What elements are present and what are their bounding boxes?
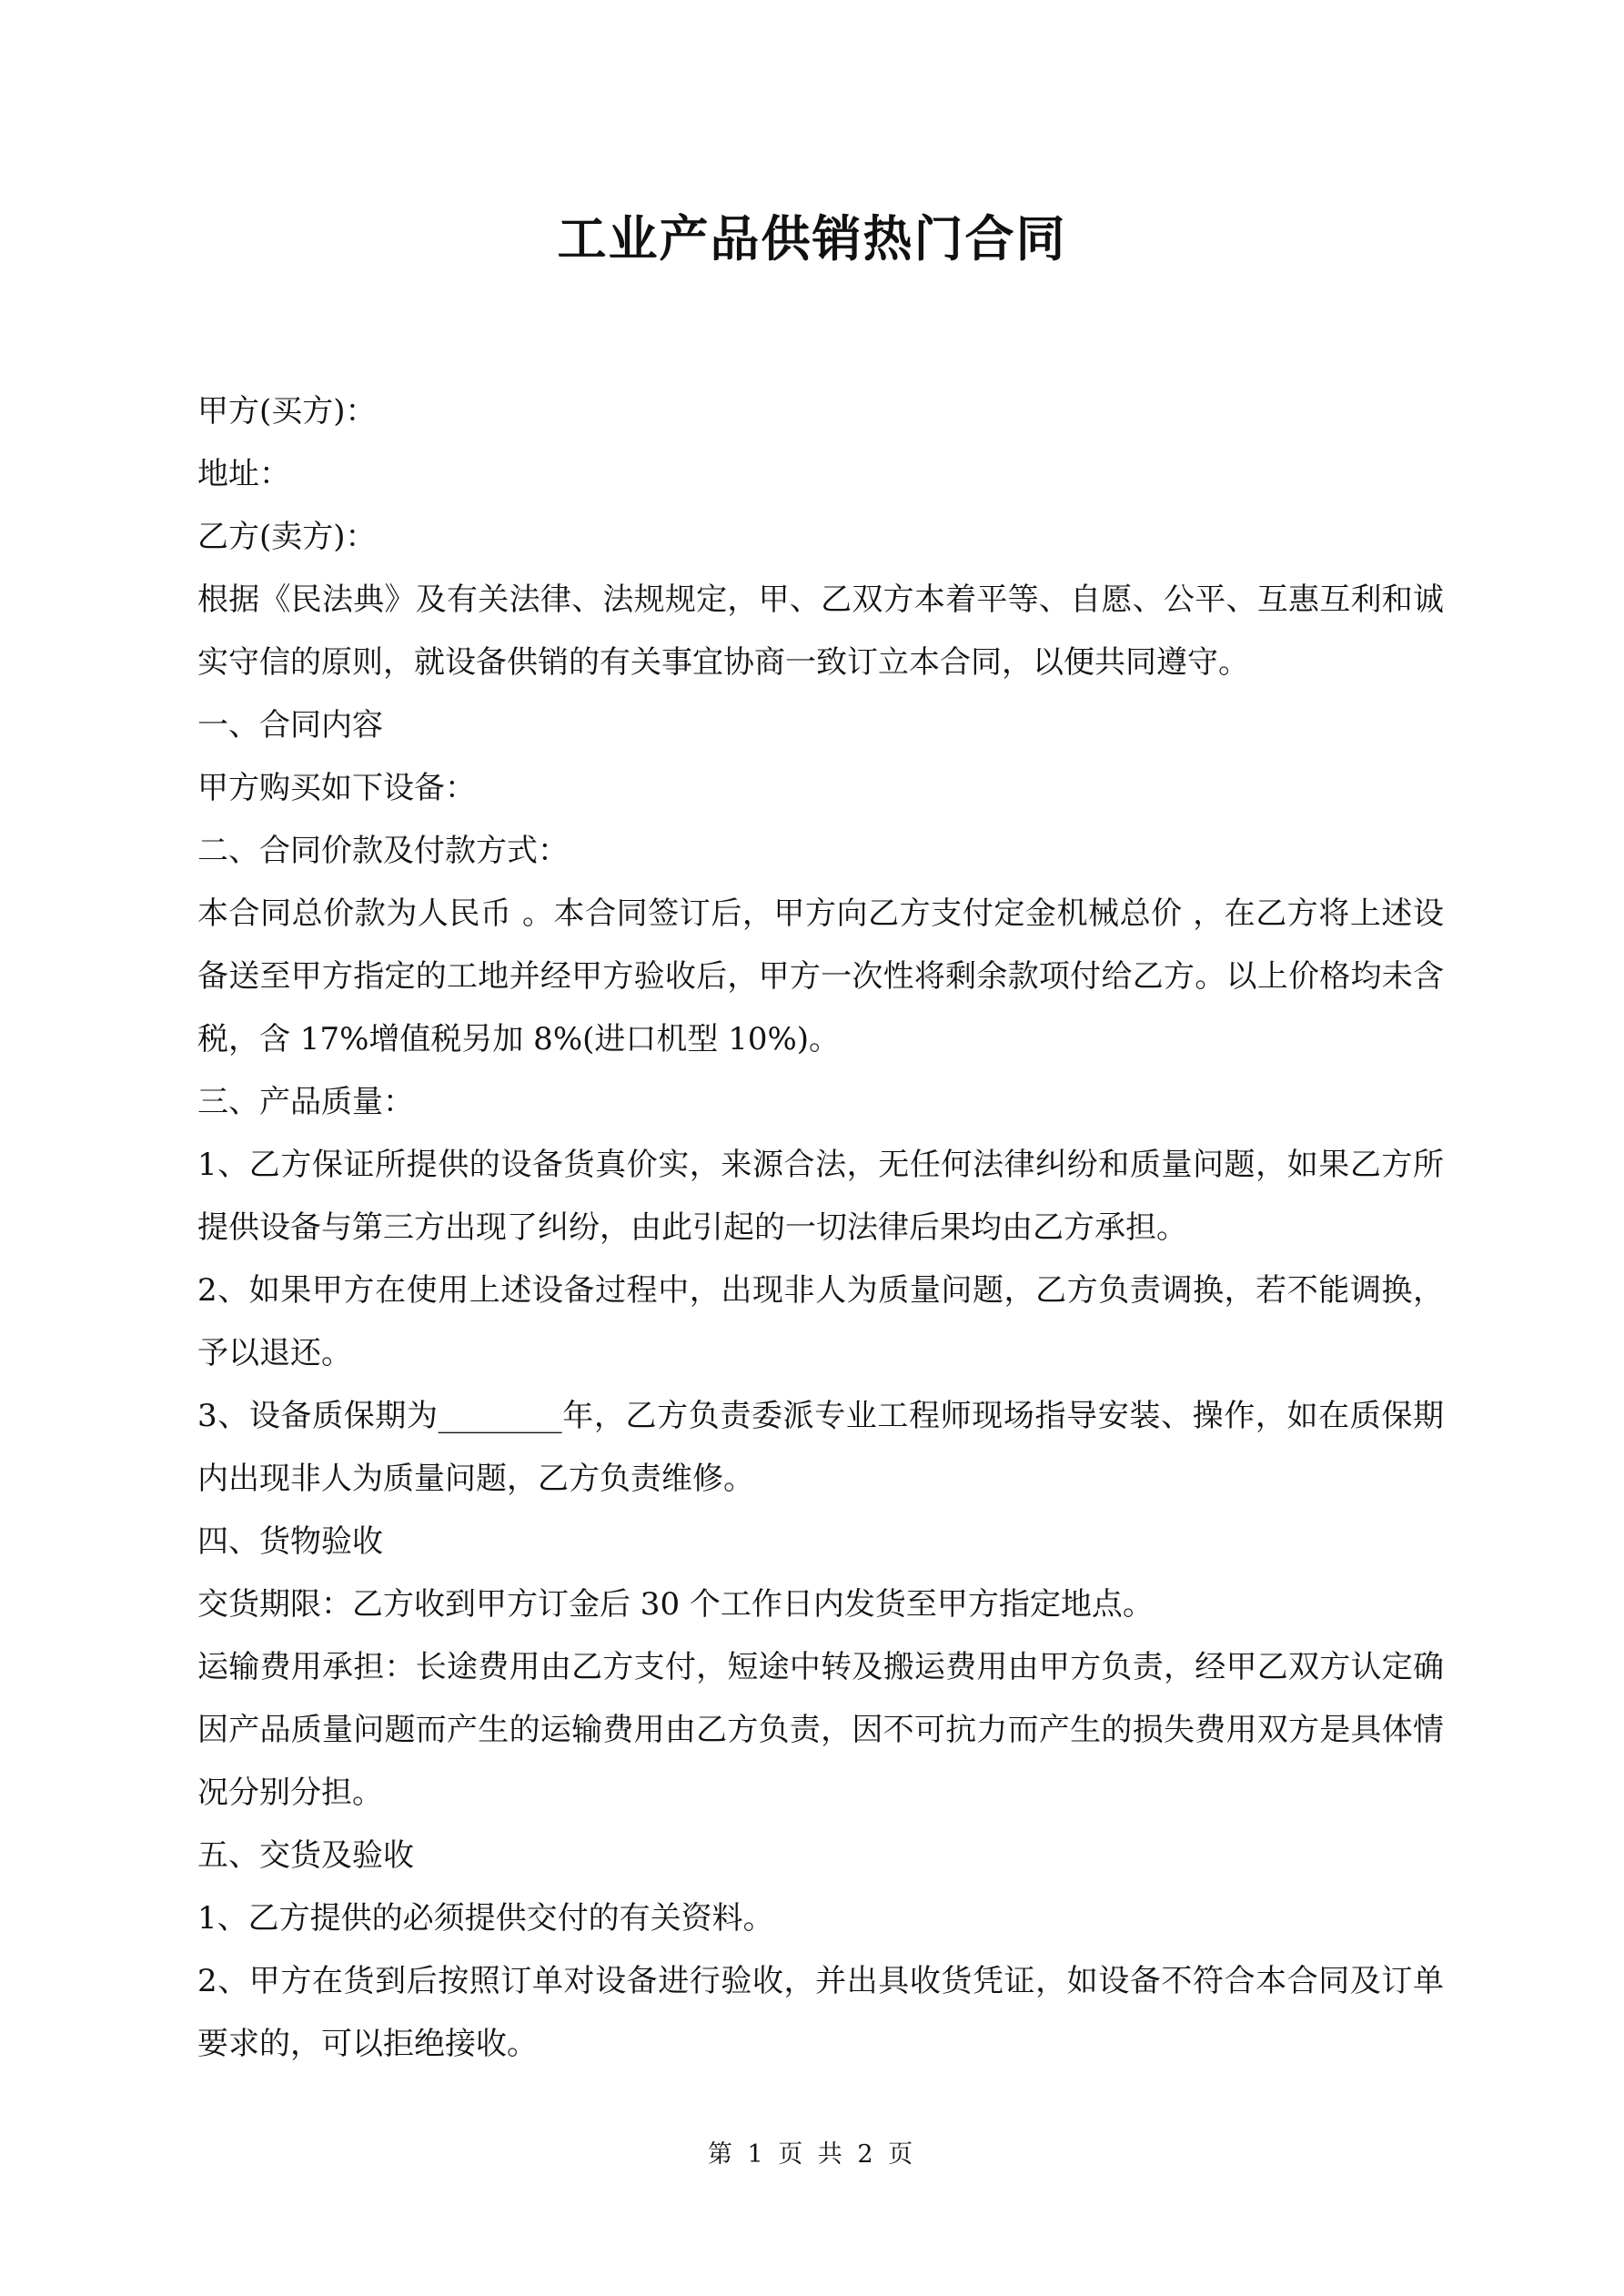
transport-cost-paragraph: 运输费用承担：长途费用由乙方支付，短途中转及搬运费用由甲方负责，经甲乙双方认定确因产品质量问题而产生的运输费用由乙方负责，因不可抗力而产生的损失费用双方是具体情况分别分担。: [197, 1649, 1444, 1811]
quality-clause-3: 3、设备质保期为________年，乙方负责委派专业工程师现场指导安装、操作，如在质保期内出现非人为质量问题，乙方负责维修。: [197, 1398, 1444, 1497]
price-paragraph: 本合同总价款为人民币 。本合同签订后，甲方向乙方支付定金机械总价 ，在乙方将上述设备送至甲方指定的工地并经甲方验收后，甲方一次性将剩余款项付给乙方。以上价格均未含税，含 17%增值税另加 8%(进口机型 10%)。: [197, 895, 1444, 1057]
section-heading-4: 四、货物验收: [197, 1523, 383, 1560]
acceptance-clause-1: 1、乙方提供的必须提供交付的有关资料。: [197, 1900, 774, 1937]
address-line: 地址：: [197, 456, 290, 492]
party-a-buyer: 甲方(买方)：: [197, 393, 377, 430]
party-b-seller: 乙方(卖方)：: [197, 519, 377, 555]
page-number-footer: 第 1 页 共 2 页: [707, 2140, 917, 2169]
preamble-paragraph: 根据《民法典》及有关法律、法规规定，甲、乙双方本着平等、自愿、公平、互惠互利和诚实守信的原则，就设备供销的有关事宜协商一致订立本合同，以便共同遵守。: [197, 582, 1444, 681]
delivery-term: 交货期限：乙方收到甲方订金后 30 个工作日内发货至甲方指定地点。: [197, 1586, 1154, 1623]
section-heading-5: 五、交货及验收: [197, 1837, 414, 1874]
purchase-line: 甲方购买如下设备：: [197, 770, 476, 806]
acceptance-clause-2: 2、甲方在货到后按照订单对设备进行验收，并出具收货凭证，如设备不符合本合同及订单要求的，可以拒绝接收。: [197, 1963, 1444, 2062]
section-heading-3: 三、产品质量：: [197, 1084, 414, 1120]
quality-clause-1: 1、乙方保证所提供的设备货真价实，来源合法，无任何法律纠纷和质量问题，如果乙方所提供设备与第三方出现了纠纷，由此引起的一切法律后果均由乙方承担。: [197, 1147, 1444, 1246]
quality-clause-2: 2、如果甲方在使用上述设备过程中，出现非人为质量问题，乙方负责调换，若不能调换，予以退还。: [197, 1272, 1444, 1371]
document-title: 工业产品供销热门合同: [557, 209, 1067, 268]
section-heading-2: 二、合同价款及付款方式：: [197, 833, 569, 869]
section-heading-1: 一、合同内容: [197, 707, 383, 743]
document-body: [197, 380, 1444, 2076]
